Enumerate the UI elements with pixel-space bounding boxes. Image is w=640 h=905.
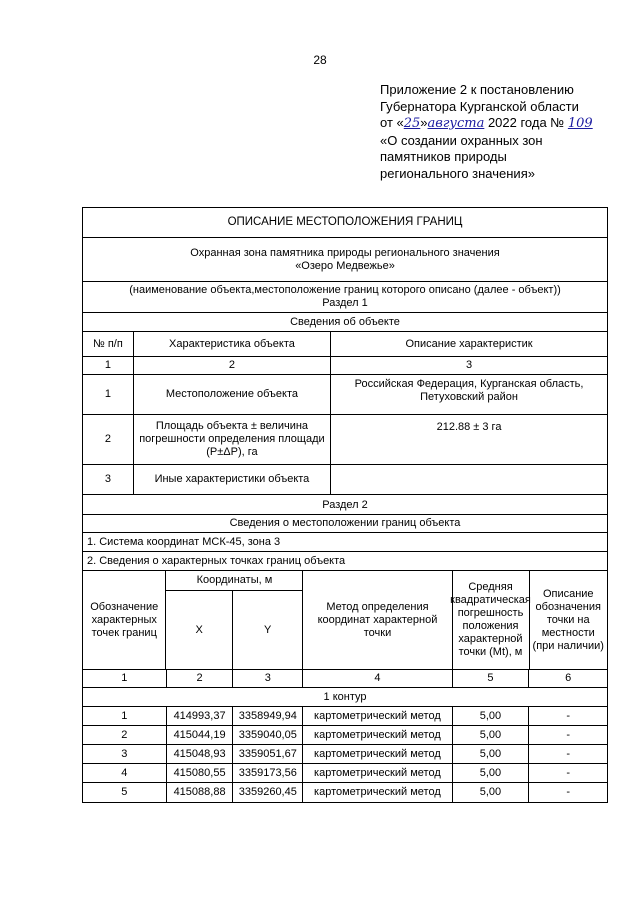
object-caption-text: (наименование объекта,местоположение границ которого описано (далее - объект)) [129,284,561,296]
point-method: картометрический метод [303,745,452,763]
point-error: 5,00 [453,745,530,763]
section-1-label: Раздел 1 [322,297,368,309]
date-day-close: » [420,115,428,130]
t1-row-number: 1 [83,375,134,414]
points-title: 2. Сведения о характерных точках границ объекта [87,554,346,567]
point-error: 5,00 [453,764,530,782]
object-name-line-1: Охранная зона памятника природы регионального значения [190,246,500,259]
appendix-line-2: Губернатора Курганской области [380,98,579,114]
point-description: - [566,747,570,760]
table-row [83,415,607,465]
point-method: картометрический метод [303,783,452,802]
point-y: 3359051,67 [233,745,303,763]
t2-colnum: 3 [233,670,303,687]
table-row [83,465,607,495]
point-number: 4 [83,764,167,782]
page-number: 28 [313,53,327,67]
t1-row-name: Площадь объекта ± величина погрешности определения площади (Р±ΔР), га [134,415,331,464]
point-error: 5,00 [453,783,530,802]
t2-header-y: Y [264,623,272,636]
object-caption [83,282,607,312]
t2-colnum: 5 [453,670,530,687]
point-y: 3359260,45 [233,783,303,802]
object-name [83,238,607,281]
t2-colnum: 4 [303,670,452,687]
coordinate-system: 1. Система координат МСК-45, зона 3 [87,535,281,548]
t2-header-description: Описание обозначения точки на местности (при наличии) [532,587,604,652]
point-error: 5,00 [453,726,530,744]
appendix-line-4: «О создании охранных зон [380,132,543,148]
t2-header-coords: Координаты, м [166,571,302,591]
point-error: 5,00 [453,707,530,725]
t1-colnum: 1 [83,357,134,374]
boundary-description-table [82,207,608,803]
t1-header-description: Описание характеристик [405,337,533,350]
point-description: - [566,709,570,722]
point-description: - [566,728,570,741]
t1-colnum: 3 [465,359,473,371]
date-year: 2022 года № [484,115,568,130]
point-x: 414993,37 [167,707,234,725]
section-1-title: Сведения об объекте [290,315,400,328]
t1-row-name: Иные характеристики объекта [134,465,331,494]
section-2-title: Сведения о местоположении границ объекта [229,517,461,529]
t2-header-x: X [166,591,233,669]
point-number: 3 [83,745,167,763]
point-x: 415048,93 [167,745,234,763]
appendix-line-5: памятников природы [380,149,507,164]
point-description: - [566,766,570,779]
point-y: 3359040,05 [233,726,303,744]
appendix-line-6: регионального значения» [380,165,535,181]
table-row [83,707,607,726]
t1-row-value: Российская Федерация, Курганская область, Петуховский район [354,378,584,403]
point-description: - [566,786,570,798]
point-number: 5 [83,783,167,802]
handwritten-day: 25 [403,116,421,131]
table-title: ОПИСАНИЕ МЕСТОПОЛОЖЕНИЯ ГРАНИЦ [227,216,463,228]
point-method: картометрический метод [303,764,452,782]
t1-row-value: 212.88 ± 3 га [436,421,502,433]
point-method: картометрический метод [303,707,452,725]
point-number: 1 [83,707,167,725]
t2-header-coords-group [166,571,303,669]
point-method: картометрический метод [303,726,452,744]
contour-label: 1 контур [323,690,367,703]
date-prefix: от « [380,115,404,130]
t2-colnum: 2 [167,670,234,687]
handwritten-number: 109 [567,116,593,131]
point-number: 2 [83,726,167,744]
table-row [83,783,607,802]
table-row [83,745,607,764]
t1-header-characteristic: Характеристика объекта [134,332,331,356]
t2-colnum: 1 [83,670,167,687]
t1-colnum: 2 [134,357,331,374]
t2-header-method: Метод определения координат характерной точки [303,571,452,669]
table-row [83,726,607,745]
point-y: 3358949,94 [233,707,303,725]
table-row [83,375,607,415]
appendix-date-line [380,115,630,133]
t1-header-number: № п/п [83,332,134,356]
t1-row-number: 3 [83,465,134,494]
appendix-line-1: Приложение 2 к постановлению [380,82,574,97]
t2-header-designation: Обозначение характерных точек границ [83,571,166,669]
section-2-label: Раздел 2 [322,499,368,511]
table-row [83,764,607,783]
point-y: 3359173,56 [233,764,303,782]
t1-row-value [331,465,607,494]
point-x: 415044,19 [167,726,234,744]
point-x: 415088,88 [167,783,234,802]
point-x: 415080,55 [167,764,234,782]
appendix-header [380,82,630,182]
object-name-line-2: «Озеро Медвежье» [295,259,395,272]
t2-header-error: Средняя квадратическая погрешность положения характерной точки (Mt), м [453,571,530,669]
t1-row-name: Местоположение объекта [134,375,331,414]
t1-row-number: 2 [83,415,134,464]
handwritten-month: августа [427,116,485,131]
t2-colnum: 6 [565,672,572,684]
